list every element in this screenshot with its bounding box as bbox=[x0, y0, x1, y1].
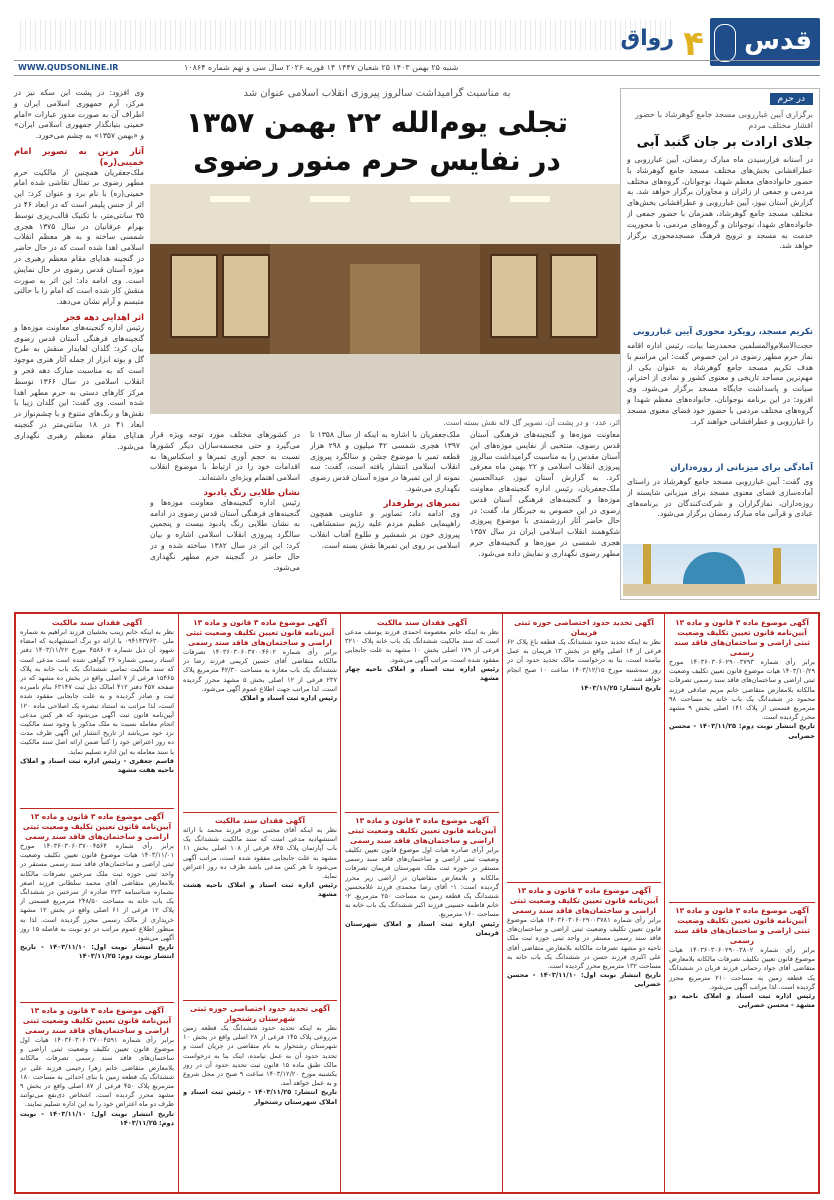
ceiling-light bbox=[510, 196, 550, 202]
mosque-photo bbox=[623, 544, 817, 596]
lead-left-column bbox=[14, 88, 144, 588]
left-paragraph-1: وی افزود: در پشت این سکه نیز در مرکز، آرم جمهوری اسلامی ایران و اطراف آن به صورت مدور عبارات «امام خمینی بنیانگذار جمهوری اسلامی ایران» و «بهمن ۱۳۵۷» به چشم می‌خورد. bbox=[14, 88, 144, 141]
notice-item bbox=[20, 812, 174, 998]
sidebar-body-1: در آستانه فرارسیدن ماه مبارک رمضان، آیین غبارروبی و عطرافشانی بخش‌های مختلف مسجد جامع گوهرشاد با حضور خانواده‌های معظم شهدا، نوجوانان، گروه‌های مختلف مردمی و جمعی از زائران و مجاوران برگزار خواهد شد. به گزارش آستان نیوز، آیین غبارروبی و عطرافشانی بخش‌های مختلف مسجد جامع گوهرشاد، همزمان با حضور جمعی از خانواده‌های شهدا، نوجوانان و گروه‌های مردمی، با محوریت خدمت به مسجد و ترویج فرهنگ مسجدمحوری برگزار خواهد شد. bbox=[627, 155, 813, 251]
notice-item bbox=[183, 816, 337, 996]
lead-column-a bbox=[150, 430, 300, 600]
emblem-icon bbox=[714, 24, 736, 62]
notice-body: برابر رأی شماره ۱۴۰۳۶۰۳۰۶۰۲۹۰۰۳۸۰۲ هیات موضوع قانون تعیین تکلیف تصرفات مالکانه بلامعارض متقاضی آقای جواد رحمانی فرزند قربان در ششدانگ یک قطعه زمین به مساحت ۲۱۰ مترمربع محرز گردیده است. لذا مراتب آگهی می‌شود. bbox=[669, 946, 815, 991]
notice-signature: تاریخ انتشار نوبت اول: ۱۴۰۳/۱۱/۱۰ - محسن خضرایی bbox=[507, 971, 661, 989]
sidebar-subhead-2: آمادگی برای میزبانی از روزه‌داران bbox=[670, 463, 813, 473]
lead-column-c bbox=[470, 430, 620, 600]
ads-column-1 bbox=[16, 614, 178, 1192]
notice-item bbox=[20, 1006, 174, 1186]
building-base bbox=[623, 584, 817, 596]
notice-signature: رئیس اداره ثبت اسناد و املاک شهرستان فریمان bbox=[345, 919, 499, 937]
column-b-paragraph-1: ملک‌جعفریان با اشاره به اینکه از سال ۱۳۵۸ تا ۱۳۹۷ هجری شمسی ۴۲ میلیون و ۲۹۸ هزار قطعه تمبر با موضوع جشن و سالگرد پیروزی انقلاب اسلامی انتشار یافته است، گفت: سه نمونه از این تمبرها در موزه آستان قدس رضوی نگهداری می‌شود. bbox=[310, 430, 460, 493]
notice-body: نظر به اینکه آقای مجتبی نوری فرزند محمد با ارائه استشهادیه مدعی است که سند مالکیت ششدانگ یک باب آپارتمان پلاک ۸۴۵ فرعی از ۱۰۸ اصلی بخش ۱۱ مشهد به علت جابجایی مفقود شده است، مراتب آگهی می‌شود تا هر کس مدعی باشد ظرف ده روز اعتراض نماید. bbox=[183, 826, 337, 881]
ads-column-5 bbox=[664, 614, 819, 1192]
display-case bbox=[170, 254, 218, 338]
notice-item bbox=[345, 816, 499, 1186]
notice-title: آگهی فقدان سند مالکیت bbox=[215, 816, 305, 825]
section-tag: در حرم bbox=[770, 93, 813, 105]
notice-title: آگهی موضوع ماده ۳ قانون و ماده ۱۳ آیین‌نامه قانون تعیین تکلیف وضعیت ثبتی اراضی و ساختمان‌های فاقد سند رسمی bbox=[22, 1006, 172, 1035]
notice-divider bbox=[345, 812, 499, 813]
ceiling-light bbox=[410, 196, 450, 202]
ceiling-light bbox=[210, 196, 250, 202]
notice-body: نظر به اینکه خانم زینب بخشیان فرزند ابراهیم به شماره ملی ۰۹۴۱۴۳۷۶۳۰ با ارائه دو برگ استشهادیه که امضاء شهود آن ذیل شماره ۴۵۸۶۰۷ مورخ ۱۴۰۳/۱۱/۲۲ دفتر اسناد رسمی شماره ۲۶ گواهی شده است مدعی است که سند مالکیت تمامی ششدانگ یک باب خانه به پلاک ۱۵۴۶۵ فرعی از ۷ اصلی واقع در بخش ده مشهد که در صفحه ۴۵۷ دفتر ۴۱۲ امالک ذیل ثبت ۶۳۱۴۷ بنام نامبرده ثبت و صادر گردیده و به علت جابجایی مفقود شده است، لذا مراتب به استناد تبصره یک اصلاحی ماده ۱۲۰ آیین‌نامه قانون ثبت آگهی می‌شود که هر کس مدعی انجام معامله نسبت به ملک مذکور یا وجود سند مالکیت نزد خود می‌باشد از تاریخ انتشار این آگهی ظرف مدت ده روز اعتراض خود را کتباً ضمن ارائه اصل سند مالکیت یا سند معامله به این اداره تسلیم نماید. bbox=[20, 628, 174, 756]
notice-signature: رئیس اداره ثبت اسناد و املاک bbox=[240, 694, 337, 703]
notice-body: برابر رأی شماره ۱۴۰۳۶۰۳۰۶۰۲۹۰۰۳۷۹۳ مورخ ۱۴۰۳/۱۰/۲۹ هیات موضوع قانون تعیین تکلیف وضعیت ثبتی اراضی و ساختمان‌های فاقد سند رسمی تصرفات مالکانه بلامعارض متقاضی خانم مریم صادقی فرزند محمود در ششدانگ یک باب خانه به مساحت ۹۸ مترمربع قسمتی از پلاک ۱۴۱ اصلی بخش ۹ مشهد محرز گردیده است. bbox=[669, 658, 815, 722]
column-c-paragraph-1: معاونت موزه‌ها و گنجینه‌های فرهنگی آستان قدس رضوی، منتخبی از نفایس موزه‌های این آستان مقدس را به مناسبت گرامیداشت سالروز پیروزی انقلاب اسلامی و ۲۲ بهمن ماه معرفی کرد. bbox=[470, 430, 620, 483]
section-title: رواق bbox=[620, 26, 674, 51]
notice-signature: تاریخ انتشار نوبت دوم: ۱۴۰۳/۱۱/۲۵ - محسن خضرایی bbox=[669, 722, 815, 740]
notice-title: آگهی موضوع ماده ۳ قانون و ماده ۱۳ آیین‌نامه قانون تعیین تکلیف وضعیت ثبتی اراضی و ساختمان‌های فاقد سند رسمی bbox=[673, 906, 811, 945]
museum-photo bbox=[150, 184, 620, 414]
notice-signature: قاسم جعفری - رئیس اداره ثبت اسناد و املاک ناحیه هفت مشهد bbox=[20, 756, 174, 775]
page-number: ۴ bbox=[683, 24, 704, 64]
notice-body: نظر به اینکه تحدید حدود ششدانگ یک قطعه باغ پلاک ۶۲ فرعی از ۱۴ اصلی واقع در بخش ۱۳ فریمان به عمل نیامده است، بنا به درخواست مالک تحدید حدود آن در روز سه‌شنبه مورخ ۱۴۰۳/۱۲/۱۵ ساعت ۱۰ صبح انجام خواهد شد. bbox=[507, 638, 661, 683]
sidebar-body-3: وی گفت: آیین غبارروبی مسجد جامع گوهرشاد در راستای آماده‌سازی فضای معنوی مسجد برای میزبانی شایسته از روزه‌داران، نمازگزاران و شرکت‌کنندگان در برنامه‌های عبادی و قرآنی ماه مبارک رمضان برگزار می‌شود. bbox=[627, 477, 813, 519]
notice-body: برابر آرای صادره هیات اول موضوع قانون تعیین تکلیف وضعیت ثبتی اراضی و ساختمان‌های فاقد سند رسمی مستقر در حوزه ثبت ملک شهرستان فریمان تصرفات مالکانه و بلامعارض متقاضیان در اراضی زیر محرز گردیده است: ۱- آقای رضا محمدی فرزند غلامحسین ششدانگ یک قطعه زمین به مساحت ۲۵۰ مترمربع. ۲- خانم فاطمه حسینی فرزند اکبر ششدانگ یک باب خانه به مساحت ۱۶۰ مترمربع. bbox=[345, 846, 499, 919]
notice-item bbox=[507, 886, 661, 1186]
notice-title: آگهی تحدید حدود اختصاصی حوزه ثبتی شهرستان رشتخوار bbox=[190, 1004, 330, 1023]
column-a-subhead: نشان طلایی رنگ یادبود bbox=[203, 486, 300, 497]
notice-divider bbox=[20, 808, 174, 809]
notice-divider bbox=[507, 882, 661, 883]
notice-body: برابر رأی شماره ۱۴۰۳۶۰۳۰۶۰۳۷۰۰۴۶۰۲ تصرفات مالکانه متقاضی آقای حسین کریمی فرزند رضا در ششدانگ یک باب مغازه به مساحت ۴۲/۳۰ مترمربع پلاک ۲۳۷ فرعی از ۱۲ اصلی بخش ۵ مشهد محرز گردیده است. لذا مراتب جهت اطلاع عموم آگهی می‌شود. bbox=[183, 648, 337, 693]
sidebar-subhead-1: تکریم مسجد، رویکرد محوری آیین غبارروبی bbox=[632, 327, 813, 337]
column-b-subhead: تمبرهای پرطرفدار bbox=[383, 497, 460, 508]
notice-signature: تاریخ انتشار: ۱۴۰۳/۱۱/۲۵ - رئیس ثبت اسناد و املاک شهرستان رشتخوار bbox=[183, 1088, 337, 1106]
display-case bbox=[490, 254, 538, 338]
notice-item bbox=[669, 906, 815, 1186]
column-b-paragraph-2: وی ادامه داد: تصاویر و عناوینی همچون راهپیمایی عظیم مردم علیه رژیم ستمشاهی، پیروزی خون بر شمشیر و طلوع آفتاب انقلاب اسلامی بر روی این تمبرها نقش بسته است. bbox=[310, 508, 460, 550]
sidebar-article bbox=[620, 88, 820, 600]
issue-date: شنبه ۲۵ بهمن ۱۴۰۳ ۲۵ شعبان ۱۴۴۷ ۱۴ فوریه ۲۰۲۶ سال سی و نهم شماره ۱۰۸۶۴ bbox=[184, 63, 459, 72]
notice-item bbox=[345, 618, 499, 808]
notice-signature: رئیس اداره ثبت اسناد و املاک ناحیه دو مشهد - محسن خضرایی bbox=[669, 992, 815, 1010]
sidebar-kicker: برگزاری آیین غبارروبی مسجد جامع گوهرشاد با حضور اقشار مختلف مردم bbox=[634, 110, 813, 130]
masthead-decoration bbox=[20, 20, 674, 50]
sidebar-headline[interactable]: جلای ارادت بر جان گنبد آبی bbox=[636, 135, 813, 150]
notice-title: آگهی موضوع ماده ۳ قانون و ماده ۱۳ آیین‌نامه قانون تعیین تکلیف وضعیت ثبتی اراضی و ساختمان‌های فاقد سند رسمی bbox=[22, 812, 172, 841]
notice-signature: رئیس اداره ثبت اسناد و املاک ناحیه چهار مشهد bbox=[345, 664, 499, 683]
notice-title: آگهی موضوع ماده ۳ قانون و ماده ۱۳ آیین‌نامه قانون تعیین تکلیف وضعیت ثبتی اراضی و ساختمان‌های فاقد سند رسمی bbox=[673, 618, 811, 657]
notice-body: نظر به اینکه تحدید حدود ششدانگ یک قطعه زمین مزروعی پلاک ۱۴۵ فرعی از ۲۸ اصلی واقع در بخش ۱۰ شهرستان رشتخوار به نام متقاضی در جریان است و تحدید حدود آن به عمل نیامده، اینک بنا به درخواست مالک طبق ماده ۱۵ قانون ثبت تحدید حدود آن در روز یکشنبه مورخ ۱۴۰۳/۱۲/۲۰ ساعت ۹ صبح در محل شروع و به عمل خواهد آمد. bbox=[183, 1024, 337, 1088]
logo-text: قدس bbox=[744, 26, 812, 56]
notice-title: آگهی تحدید حدود اختصاصی حوزه ثبتی فریمان bbox=[514, 618, 654, 637]
notice-divider bbox=[20, 1002, 174, 1003]
notice-title: آگهی موضوع ماده ۳ قانون و ماده ۱۳ آیین‌نامه قانون تعیین تکلیف وضعیت ثبتی اراضی و ساختمان‌های فاقد سند رسمی bbox=[347, 816, 497, 845]
photo-caption: اثر، عدد۰ و در پشت آن، تصویر گل لاله نقش بسته است. bbox=[443, 418, 620, 427]
notice-title: آگهی موضوع ماده ۳ قانون و ماده ۱۳ آیین‌نامه قانون تعیین تکلیف وضعیت ثبتی اراضی و ساختمان‌های فاقد سند رسمی bbox=[509, 886, 659, 915]
lead-column-b bbox=[310, 430, 460, 600]
notice-signature: تاریخ انتشار: ۱۴۰۳/۱۱/۲۵ bbox=[580, 684, 661, 693]
sidebar-body-2: حجت‌الاسلام‌والمسلمین محمدرضا بیات، رئیس اداره اقامه نماز حرم مطهر رضوی در این خصوص گفت: این مراسم با هدف تکریم مسجد جامع گوهرشاد به عنوان یکی از مهم‌ترین مساجد تاریخی و معنوی کشور و نمادی از احترام، صیانت و پاسداشت جایگاه مسجد برگزار می‌شود. وی افزود: در این برنامه نوجوانان، خانواده‌های معظم شهدا و گروه‌های مختلف مردمی با حضور خود فضای معنوی مسجد را غبارروبی و عطرافشانی خواهند کرد. bbox=[627, 341, 813, 426]
notice-item bbox=[20, 618, 174, 804]
ads-column-3 bbox=[340, 614, 503, 1192]
masthead bbox=[0, 0, 834, 90]
notice-body: نظر به اینکه خانم معصومه احمدی فرزند یوسف مدعی است که سند مالکیت ششدانگ یک باب خانه پلاک ۳۲۱۰ فرعی از ۱۷۹ اصلی بخش ۱۰ مشهد به علت جابجایی مفقود شده است، مراتب آگهی می‌شود. bbox=[345, 628, 499, 664]
ads-column-4 bbox=[502, 614, 665, 1192]
notice-body: برابر رأی شماره ۱۴۰۳۶۰۳۰۶۰۳۷۰۰۴۵۶۴ مورخ ۱۴۰۳/۱۱/۰۱ هیات موضوع قانون تعیین تکلیف وضعیت ثبتی اراضی و ساختمان‌های فاقد سند رسمی مستقر در واحد ثبتی حوزه ثبت ملک سرخس تصرفات مالکانه بلامعارض متقاضی آقای محمد سلطانی فرزند اصغر بشماره شناسنامه ۲۲۳ صادره از سرخس در ششدانگ یک باب خانه به مساحت ۲۴۸/۵۰ مترمربع قسمتی از پلاک ۱۲ فرعی از ۶۱ اصلی واقع در بخش ۱۲ مشهد خریداری از مالک رسمی محرز گردیده است. لذا به منظور اطلاع عموم مراتب در دو نوبت به فاصله ۱۵ روز آگهی می‌شود. bbox=[20, 842, 174, 943]
notice-divider bbox=[183, 812, 337, 813]
left-subhead-2: اثر اهدایی دهه فجر bbox=[64, 311, 144, 322]
newspaper-logo[interactable] bbox=[710, 18, 820, 66]
notice-item bbox=[183, 1004, 337, 1186]
left-paragraph-3: رئیس اداره گنجینه‌های معاونت موزه‌ها و گنجینه‌های فرهنگی آستان قدس رضوی بیان کرد: گلدان لعابدار منقش به طرح گل و بوته ابزار از جمله آثار هنری موجود است که به مناسبت مبارک دهه فجر و انقلاب اسلامی در سال ۱۳۶۶ توسط مرکز کارهای دستی به حرم مطهر اهدا شده است. وی گفت: این گلدان زیبا با نقش‌ها و رنگ‌های متنوع و با چشم‌نواز در ابعاد ۴۱ در ۱۸ سانتی‌متر در گنجینه هدایای مقام معظم رهبری نگهداری می‌شود. bbox=[14, 322, 144, 451]
ceiling bbox=[150, 184, 620, 244]
lead-title-line-1[interactable]: تجلی یوم‌الله ۲۲ بهمن ۱۳۵۷ bbox=[185, 106, 569, 139]
notice-item bbox=[669, 618, 815, 898]
notice-title: آگهی فقدان سند مالکیت bbox=[377, 618, 467, 627]
ceiling-light bbox=[310, 196, 350, 202]
legal-notices-section bbox=[14, 612, 820, 1194]
marble-floor bbox=[150, 354, 620, 414]
column-c-paragraph-2: به گزارش آستان نیوز، عبدالحسین ملک‌جعفریان، رئیس اداره گنجینه‌های معاونت موزه‌ها و گنجینه‌های فرهنگی آستان قدس رضوی در این خصوص به خبرنگار ما، گفت: در حال حاضر آثار ارزشمندی با موضوع پیروزی شکوهمند انقلاب اسلامی ایران در سال ۱۳۵۷ هجری شمسی در موزه‌ها و گنجینه‌های حرم مطهر رضوی نگهداری و نمایش داده می‌شود. bbox=[470, 473, 620, 558]
notice-title: آگهی فقدان سند مالکیت bbox=[52, 618, 142, 627]
notice-divider bbox=[183, 1000, 337, 1001]
lead-title-line-2[interactable]: در نفایس حرم منور رضوی bbox=[193, 144, 561, 177]
column-a-paragraph-2: رئیس اداره گنجینه‌های معاونت موزه‌ها و گنجینه‌های فرهنگی آستان قدس رضوی در ادامه به نشان طلایی رنگ یادبود بیست و پنجمین سالگرد پیروزی انقلاب اسلامی اشاره و بیان کرد: این اثر در سال ۱۳۸۲ ساخته شده و در حال حاضر در گنجینه حرم مطهر نگهداری می‌شود. bbox=[150, 497, 300, 572]
hall-doorway bbox=[350, 264, 420, 354]
notice-title: آگهی موضوع ماده ۳ قانون و ماده ۱۳ آیین‌نامه قانون تعیین تکلیف وضعیت ثبتی اراضی و ساختمان‌های فاقد سند رسمی bbox=[185, 618, 335, 647]
website-link[interactable]: WWW.QUDSONLINE.IR bbox=[18, 63, 119, 72]
notice-signature: تاریخ انتشار نوبت اول: ۱۴۰۳/۱۱/۱۰ - تاریخ انتشار نوبت دوم: ۱۴۰۳/۱۱/۲۵ bbox=[20, 943, 174, 961]
lead-kicker: به مناسبت گرامیداشت سالروز پیروزی انقلاب اسلامی عنوان شد bbox=[243, 88, 511, 99]
notice-body: برابر رأی شماره ۱۴۰۳۶۰۳۰۶۰۲۹۰۰۳۷۸۱ هیات موضوع قانون تعیین تکلیف وضعیت ثبتی اراضی و ساختمان‌های فاقد سند رسمی مستقر در واحد ثبتی حوزه ثبت ملک ناحیه دو مشهد تصرفات مالکانه بلامعارض متقاضی آقای علی اکبری فرزند حسن در ششدانگ یک باب خانه به مساحت ۱۳۲ مترمربع محرز گردیده است. bbox=[507, 916, 661, 971]
ads-column-2 bbox=[178, 614, 341, 1192]
display-case bbox=[222, 254, 270, 338]
notice-divider bbox=[669, 902, 815, 903]
left-subhead-1: آثار مزین به تصویر امام خمینی(ره) bbox=[14, 145, 144, 167]
notice-signature: رئیس اداره ثبت اسناد و املاک ناحیه هشت مشهد bbox=[183, 881, 337, 899]
column-a-paragraph-1: در کشورهای مختلف مورد توجه ویژه قرار می‌گیرد و حتی مجسمه‌سازان دیگر کشورها نسبت به حجم آوری تمبرها و اسکناس‌ها به اقدامات خود را در ارتباط با موضوع انقلاب اسلامی اهتمام ویژه‌ای داشته‌اند. bbox=[150, 430, 300, 483]
notice-item bbox=[183, 618, 337, 808]
notice-body: برابر رأی شماره ۱۴۰۳۶۰۳۰۶۰۳۷۰۰۴۵۹۱ هیات اول موضوع قانون تعیین تکلیف وضعیت ثبتی اراضی و ساختمان‌های فاقد سند رسمی تصرفات مالکانه بلامعارض متقاضی خانم زهرا رحیمی فرزند علی در ششدانگ یک قطعه زمین با بنای احداثی به مساحت ۱۸۰ مترمربع پلاک ۴۵۰ فرعی از ۸۷ اصلی واقع در بخش ۹ مشهد محرز گردیده است. اشخاص ذی‌نفع می‌توانند ظرف دو ماه اعتراض خود را به این اداره تسلیم نمایند. bbox=[20, 1036, 174, 1109]
display-case bbox=[550, 254, 598, 338]
notice-signature: تاریخ انتشار نوبت اول: ۱۴۰۳/۱۱/۱۰ - نوبت دوم: ۱۴۰۳/۱۱/۲۵ bbox=[20, 1109, 174, 1127]
left-paragraph-2: ملک‌جعفریان همچنین از مالکیت حرم مطهر رضوی بر تمثال نقاشی شده امام خمینی(ره) با نام برد و عنوان کرد: این اثر از جنس پلیمر است که در ابعاد ۴۶ در ۳۵ سانتی‌متر، با تکنیک قالب‌ریزی توسط بهرام عرفانیان در سال ۱۳۷۵ هجری شمسی ساخته و به هر معظم انقلاب اسلامی اهدا شده است که در حال حاضر در گنجینه هدایای مقام معظم رهبری در موزه آستان قدس رضوی در حال نمایش است. وی ادامه داد: این اثر به صورت منقش کار شده است که امام را با حالتی متبسم و آرام نشان می‌دهد. bbox=[14, 167, 144, 307]
date-bar bbox=[14, 60, 820, 76]
notice-item bbox=[507, 618, 661, 878]
